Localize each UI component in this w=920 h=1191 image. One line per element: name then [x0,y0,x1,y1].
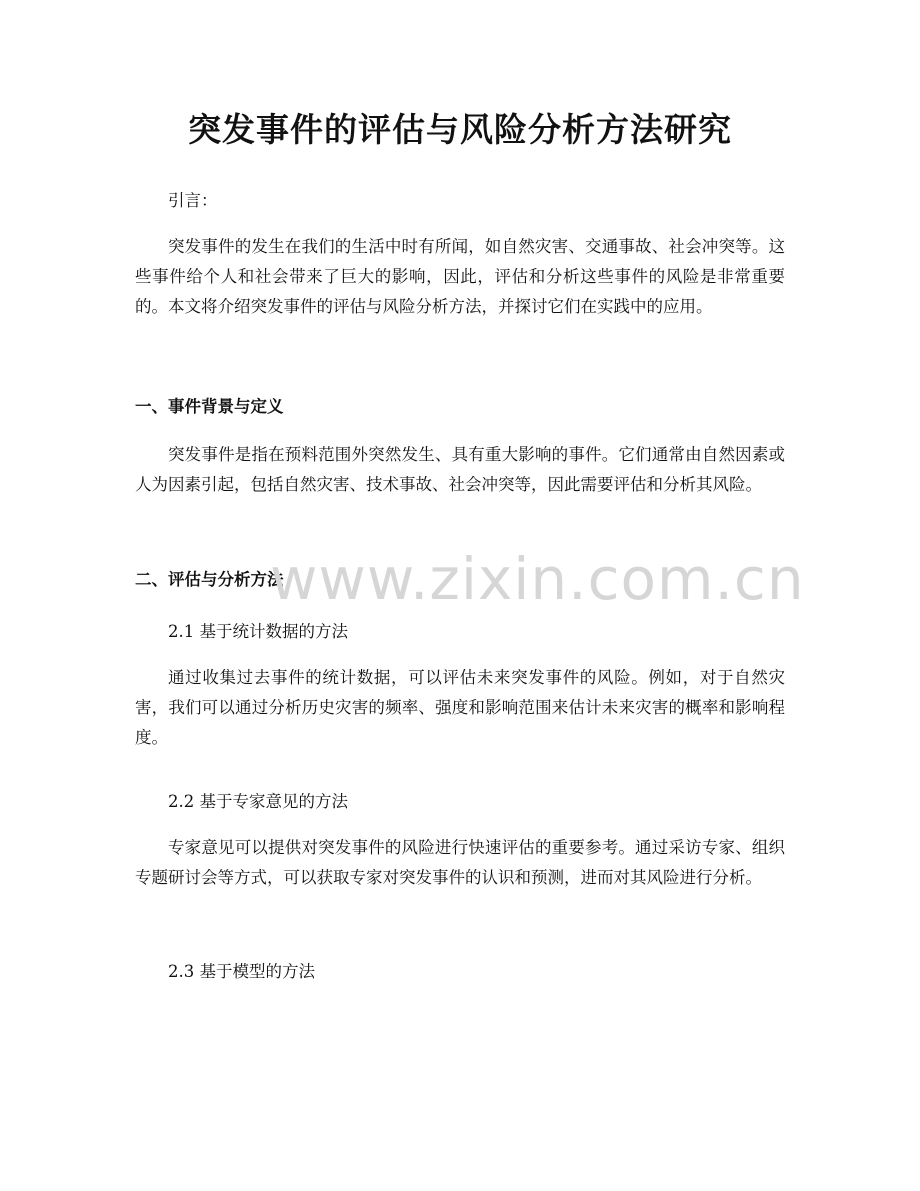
subsection-2-2-paragraph: 专家意见可以提供对突发事件的风险进行快速评估的重要参考。通过采访专家、组织专题研讨会等方式，可以获取专家对突发事件的认识和预测，进而对其风险进行分析。 [135,838,785,887]
intro-paragraph: 突发事件的发生在我们的生活中时有所闻，如自然灾害、交通事故、社会冲突等。这些事件给个人和社会带来了巨大的影响，因此，评估和分析这些事件的风险是非常重要的。本文将介绍突发事件的评估与风险分析方法，并探讨它们在实践中的应用。 [135,237,785,316]
document-title: 突发事件的评估与风险分析方法研究 [188,110,732,149]
subsection-2-1-heading: 2.1 基于统计数据的方法 [168,622,348,641]
intro-label: 引言： [168,191,218,210]
subsection-2-1-paragraph: 通过收集过去事件的统计数据，可以评估未来突发事件的风险。例如，对于自然灾害，我们可以通过分析历史灾害的频率、强度和影响范围来估计未来灾害的概率和影响程度。 [135,668,785,747]
subsection-2-2-heading: 2.2 基于专家意见的方法 [168,792,348,811]
watermark-text: www.zixin.com.cn [270,545,805,613]
subsection-2-3-heading: 2.3 基于模型的方法 [168,962,315,981]
section1-paragraph: 突发事件是指在预料范围外突然发生、具有重大影响的事件。它们通常由自然因素或人为因素引起，包括自然灾害、技术事故、社会冲突等，因此需要评估和分析其风险。 [135,445,785,494]
section1-heading: 一、事件背景与定义 [135,397,284,416]
section2-heading: 二、评估与分析方法 [135,570,284,589]
